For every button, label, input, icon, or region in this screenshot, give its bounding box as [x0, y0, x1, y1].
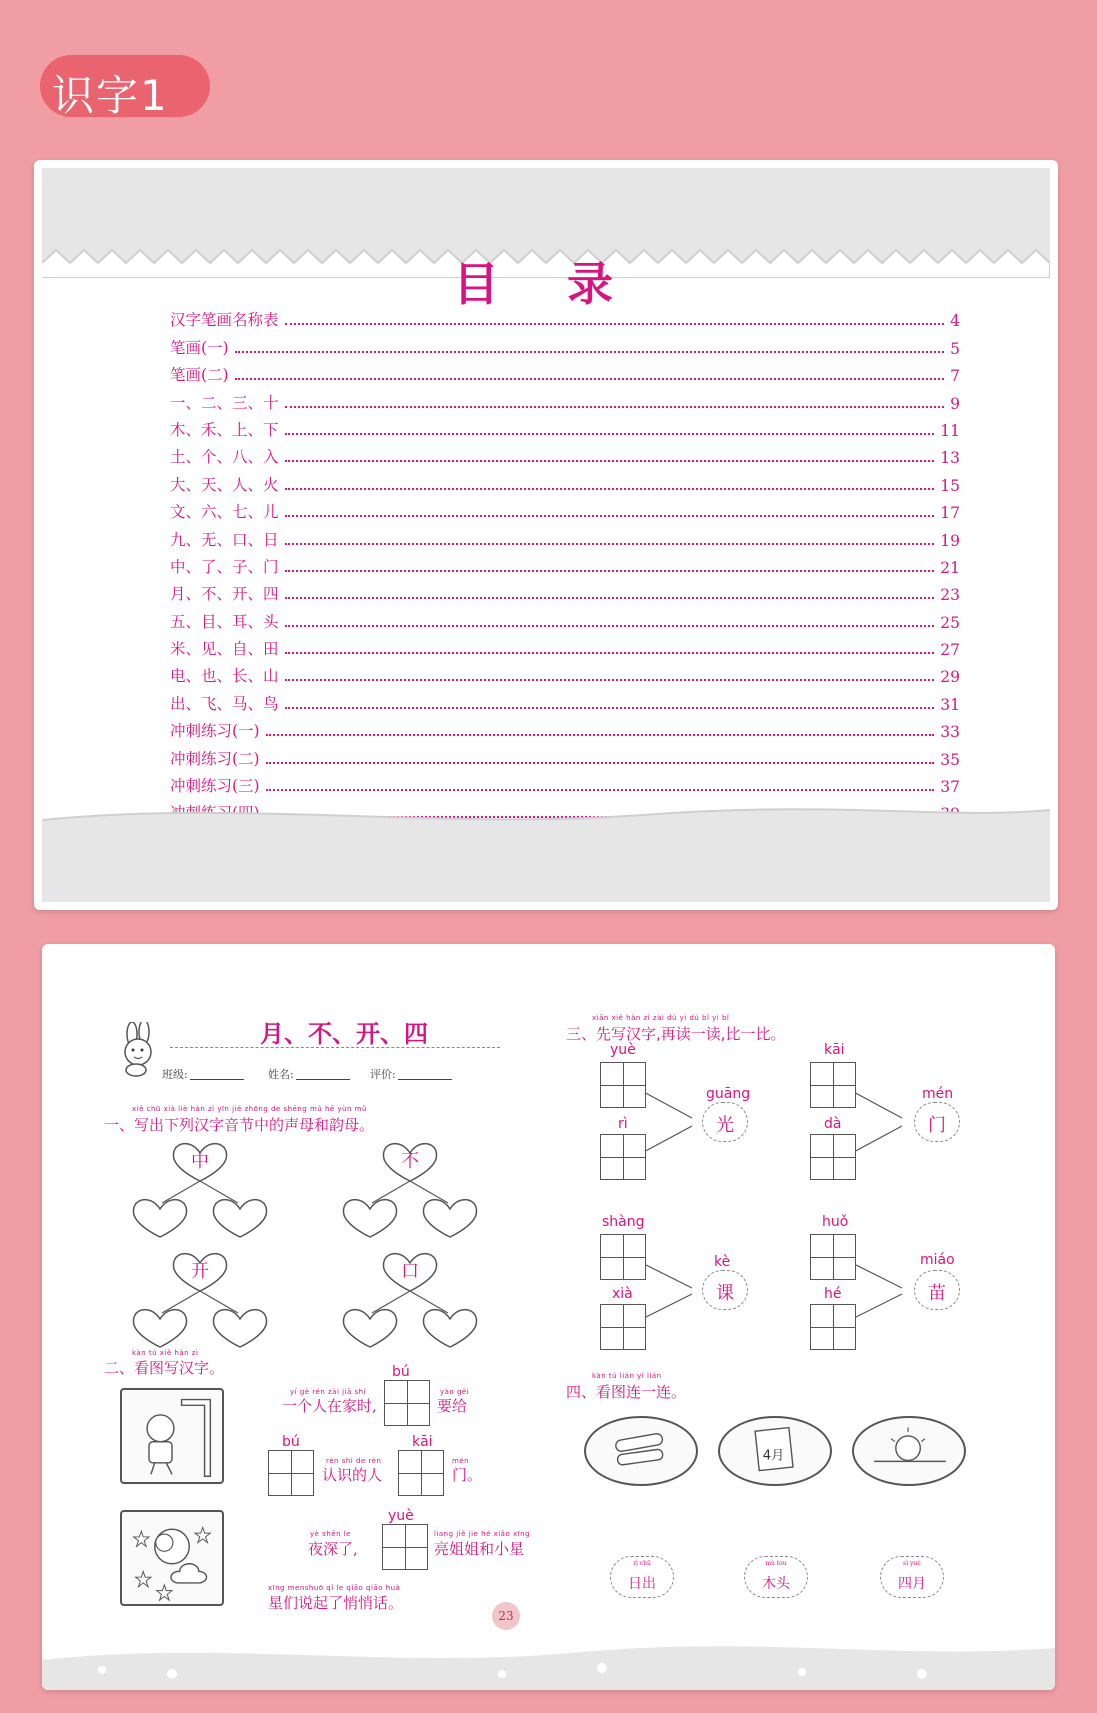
bottom-band — [42, 822, 1050, 902]
sec2-s3-pinyin-a: yè shēn le — [310, 1530, 351, 1538]
sec4-label-3-pinyin: sì yuè — [903, 1560, 921, 1567]
toc-row[interactable] — [170, 550, 960, 577]
heart-char-4: 口 — [401, 1261, 419, 1282]
table-of-contents-page — [34, 160, 1058, 910]
toc-row-page: 23 — [940, 586, 960, 605]
sec2-s1-text-a: 一个人在家时, — [282, 1397, 377, 1415]
toc-row[interactable] — [170, 467, 960, 494]
sec3-g4-bottom-pinyin: hé — [824, 1286, 842, 1302]
toc-row-label: 出、飞、马、鸟 — [170, 694, 279, 713]
sec1-pinyin: xiě chū xià liè hàn zì yīn jié zhōng de shēng mǔ hé yùn mǔ — [132, 1105, 367, 1113]
toc-row-page: 21 — [940, 558, 960, 577]
toc-leader-dots — [285, 406, 945, 408]
toc-list — [170, 303, 960, 823]
name-field[interactable] — [268, 1066, 350, 1082]
toc-leader-dots — [285, 652, 935, 654]
sec4-pinyin: kàn tú lián yi lián — [592, 1372, 662, 1380]
toc-leader-dots — [285, 707, 935, 709]
toc-row[interactable] — [170, 686, 960, 713]
writing-box-kai-2[interactable] — [810, 1062, 856, 1108]
sec2-s4-text: 星们说起了悄悄话。 — [268, 1594, 404, 1612]
toc-row[interactable] — [170, 659, 960, 686]
toc-row[interactable] — [170, 413, 960, 440]
toc-title: 目 录 — [452, 257, 639, 311]
lesson-title: 月、不、开、四 — [260, 1020, 428, 1048]
sunrise-icon — [854, 1418, 964, 1484]
wood-logs-icon — [586, 1418, 696, 1484]
toc-row-page: 17 — [940, 504, 960, 523]
writing-box-da[interactable] — [810, 1134, 856, 1180]
sec3-g3-target: 课 — [702, 1270, 748, 1310]
toc-row[interactable] — [170, 769, 960, 796]
toc-leader-dots — [235, 378, 945, 380]
badge-text: 识字1 — [52, 71, 169, 120]
bottom-wave — [42, 1630, 1055, 1690]
sec1-heading: 一、写出下列汉字音节中的声母和韵母。 — [104, 1116, 375, 1134]
toc-row[interactable] — [170, 330, 960, 357]
wood-logs-picture[interactable] — [584, 1416, 698, 1486]
toc-leader-dots — [266, 762, 935, 764]
sec2-s1-pinyin-a: yí gè rén zài jiā shí — [290, 1388, 367, 1396]
sec4-label-3[interactable] — [880, 1556, 944, 1598]
sec2-s2-box1-pinyin: bú — [282, 1434, 300, 1450]
name-label: 姓名: — [268, 1068, 294, 1081]
toc-leader-dots — [235, 351, 945, 353]
moon-stars-picture — [120, 1510, 224, 1606]
sec3-g2-top-pinyin: kāi — [824, 1042, 845, 1058]
sec2-s3-pinyin-b: liang jiě jie hé xiǎo xīng — [434, 1530, 530, 1538]
toc-row-label: 月、不、开、四 — [170, 585, 279, 604]
toc-row-page: 15 — [940, 476, 960, 495]
toc-row-label: 九、无、口、日 — [170, 530, 279, 549]
rabbit-icon — [110, 1022, 170, 1078]
sec3-g3-target-pinyin: kè — [714, 1254, 731, 1270]
writing-box-he[interactable] — [810, 1304, 856, 1350]
sec3-g1-target-pinyin: guāng — [706, 1086, 751, 1102]
sec3-g3-bottom-pinyin: xià — [612, 1286, 633, 1302]
sec4-label-1[interactable] — [610, 1556, 674, 1598]
sec3-g2-target-pinyin: mén — [922, 1086, 954, 1102]
sec2-heading: 二、看图写汉字。 — [104, 1359, 225, 1377]
toc-row-label: 笔画(二) — [170, 366, 229, 385]
sec3-g2-bottom-pinyin: dà — [824, 1116, 842, 1132]
title-dashed-line — [170, 1047, 500, 1048]
toc-row-label: 文、六、七、儿 — [170, 503, 279, 522]
writing-box-huo[interactable] — [810, 1234, 856, 1280]
class-field[interactable] — [162, 1066, 244, 1082]
class-label: 班级: — [162, 1068, 188, 1081]
toc-leader-dots — [285, 460, 935, 462]
toc-row-label: 冲刺练习(一) — [170, 722, 260, 741]
toc-leader-dots — [285, 488, 935, 490]
heart-char-1: 中 — [191, 1151, 209, 1172]
toc-row-label: 冲刺练习(三) — [170, 777, 260, 796]
toc-row-label: 电、也、长、山 — [170, 667, 279, 686]
toc-row-label: 中、了、子、门 — [170, 557, 279, 576]
toc-leader-dots — [285, 597, 935, 599]
worksheet-page — [42, 944, 1055, 1690]
toc-row-label: 五、目、耳、头 — [170, 612, 279, 631]
writing-box-bu-2[interactable] — [268, 1450, 314, 1496]
sec2-s1-box-pinyin: bú — [392, 1364, 410, 1380]
sec2-s1-pinyin-b: yào gěi — [440, 1388, 470, 1396]
toc-row[interactable] — [170, 714, 960, 741]
writing-box-ri[interactable] — [600, 1134, 646, 1180]
lesson-badge — [40, 55, 210, 120]
sec4-label-2-pinyin: mù tou — [765, 1560, 787, 1567]
toc-row-label: 冲刺练习(二) — [170, 749, 260, 768]
writing-box-yue[interactable] — [382, 1524, 428, 1570]
toc-row-page: 27 — [940, 641, 960, 660]
toc-leader-dots — [285, 323, 945, 325]
toc-row[interactable] — [170, 495, 960, 522]
toc-row[interactable] — [170, 522, 960, 549]
toc-row-page: 35 — [940, 750, 960, 769]
writing-box-kai[interactable] — [398, 1450, 444, 1496]
writing-box-shang[interactable] — [600, 1234, 646, 1280]
sec3-g3-top-pinyin: shàng — [602, 1214, 645, 1230]
heart-char-2: 不 — [401, 1151, 419, 1172]
toc-row-page: 31 — [940, 695, 960, 714]
toc-row-page: 13 — [940, 449, 960, 468]
toc-row[interactable] — [170, 604, 960, 631]
toc-row-page: 37 — [940, 778, 960, 797]
sec2-s3-box-pinyin: yuè — [388, 1508, 414, 1524]
toc-row-label: 米、见、自、田 — [170, 640, 279, 659]
toc-row-page: 7 — [950, 367, 960, 386]
toc-row-page: 33 — [940, 723, 960, 742]
toc-row[interactable] — [170, 632, 960, 659]
toc-leader-dots — [285, 679, 935, 681]
toc-row-label: 土、个、八、入 — [170, 448, 279, 467]
toc-row[interactable] — [170, 741, 960, 768]
toc-leader-dots — [285, 625, 935, 627]
sec2-s2-pinyin-b: mén — [452, 1457, 470, 1465]
sec3-g4-target: 苗 — [914, 1270, 960, 1310]
sec2-s4-pinyin: xīng menshuō qǐ le qiāo qiāo huà — [268, 1584, 401, 1592]
boy-at-door-icon — [122, 1390, 222, 1482]
heart-char-3: 开 — [191, 1261, 209, 1282]
toc-row-label: 木、禾、上、下 — [170, 420, 279, 439]
sec2-s3-text-a: 夜深了, — [308, 1540, 358, 1558]
writing-box-yue-2[interactable] — [600, 1062, 646, 1108]
toc-row-page: 9 — [950, 394, 960, 413]
sunrise-picture[interactable] — [852, 1416, 966, 1486]
sec2-pinyin: kàn tú xiě hàn zì — [132, 1349, 199, 1357]
toc-row-label: 一、二、三、十 — [170, 393, 279, 412]
sec2-s2-text: 认识的人 — [322, 1466, 383, 1484]
toc-leader-dots — [266, 789, 935, 791]
sec3-g1-target: 光 — [702, 1102, 748, 1142]
moon-stars-icon — [122, 1512, 222, 1604]
toc-row-page: 29 — [940, 668, 960, 687]
sec3-g2-target: 门 — [914, 1102, 960, 1142]
sec4-heading: 四、看图连一连。 — [566, 1383, 687, 1401]
toc-leader-dots — [285, 433, 935, 435]
boy-at-door-picture — [120, 1388, 224, 1484]
writing-box-xia[interactable] — [600, 1304, 646, 1350]
toc-row[interactable] — [170, 303, 960, 330]
sec4-label-3-text: 四月 — [898, 1576, 926, 1592]
calendar-text: 4月 — [762, 1448, 785, 1464]
writing-box-bu-1[interactable] — [384, 1380, 430, 1426]
sec3-g4-top-pinyin: huǒ — [822, 1214, 849, 1230]
sec2-s2-box2-pinyin: kāi — [412, 1434, 433, 1450]
toc-row-label: 大、天、人、火 — [170, 475, 279, 494]
toc-leader-dots — [285, 570, 935, 572]
toc-row[interactable] — [170, 358, 960, 385]
sec3-g1-bottom-pinyin: rì — [618, 1116, 628, 1132]
evaluation-label: 评价: — [370, 1068, 396, 1081]
toc-row-label: 笔画(一) — [170, 338, 229, 357]
sec3-heading: 三、先写汉字,再读一读,比一比。 — [566, 1025, 786, 1043]
toc-row[interactable] — [170, 385, 960, 412]
toc-row-page: 19 — [940, 531, 960, 550]
sec4-label-2-text: 木头 — [762, 1576, 790, 1592]
sec4-label-2[interactable] — [744, 1556, 808, 1598]
calendar-picture[interactable] — [718, 1416, 832, 1486]
evaluation-field[interactable] — [370, 1066, 452, 1082]
toc-leader-dots — [266, 734, 935, 736]
sec2-s1-text-b: 要给 — [437, 1397, 468, 1415]
sec4-label-1-text: 日出 — [628, 1576, 656, 1592]
page-number: 23 — [492, 1602, 520, 1630]
toc-row-page: 4 — [950, 312, 960, 331]
sec3-g4-target-pinyin: miáo — [920, 1252, 955, 1268]
toc-row[interactable] — [170, 577, 960, 604]
toc-leader-dots — [285, 515, 935, 517]
sec3-pinyin: xiān xiě hàn zì zài dú yi dú bǐ yi bǐ — [592, 1014, 730, 1022]
toc-row-page: 11 — [940, 421, 960, 440]
sec2-s2-text-b: 门。 — [452, 1466, 483, 1484]
calendar-icon — [720, 1418, 830, 1484]
sec3-g1-top-pinyin: yuè — [610, 1042, 636, 1058]
sec2-s2-pinyin: rèn shi de rén — [326, 1457, 382, 1465]
sec2-s3-text-b: 亮姐姐和小星 — [434, 1540, 525, 1558]
toc-row-page: 5 — [950, 339, 960, 358]
sec4-label-1-pinyin: rì chū — [633, 1560, 651, 1567]
toc-row[interactable] — [170, 440, 960, 467]
toc-row-page: 25 — [940, 613, 960, 632]
toc-leader-dots — [285, 543, 935, 545]
toc-row-label: 汉字笔画名称表 — [170, 311, 279, 330]
